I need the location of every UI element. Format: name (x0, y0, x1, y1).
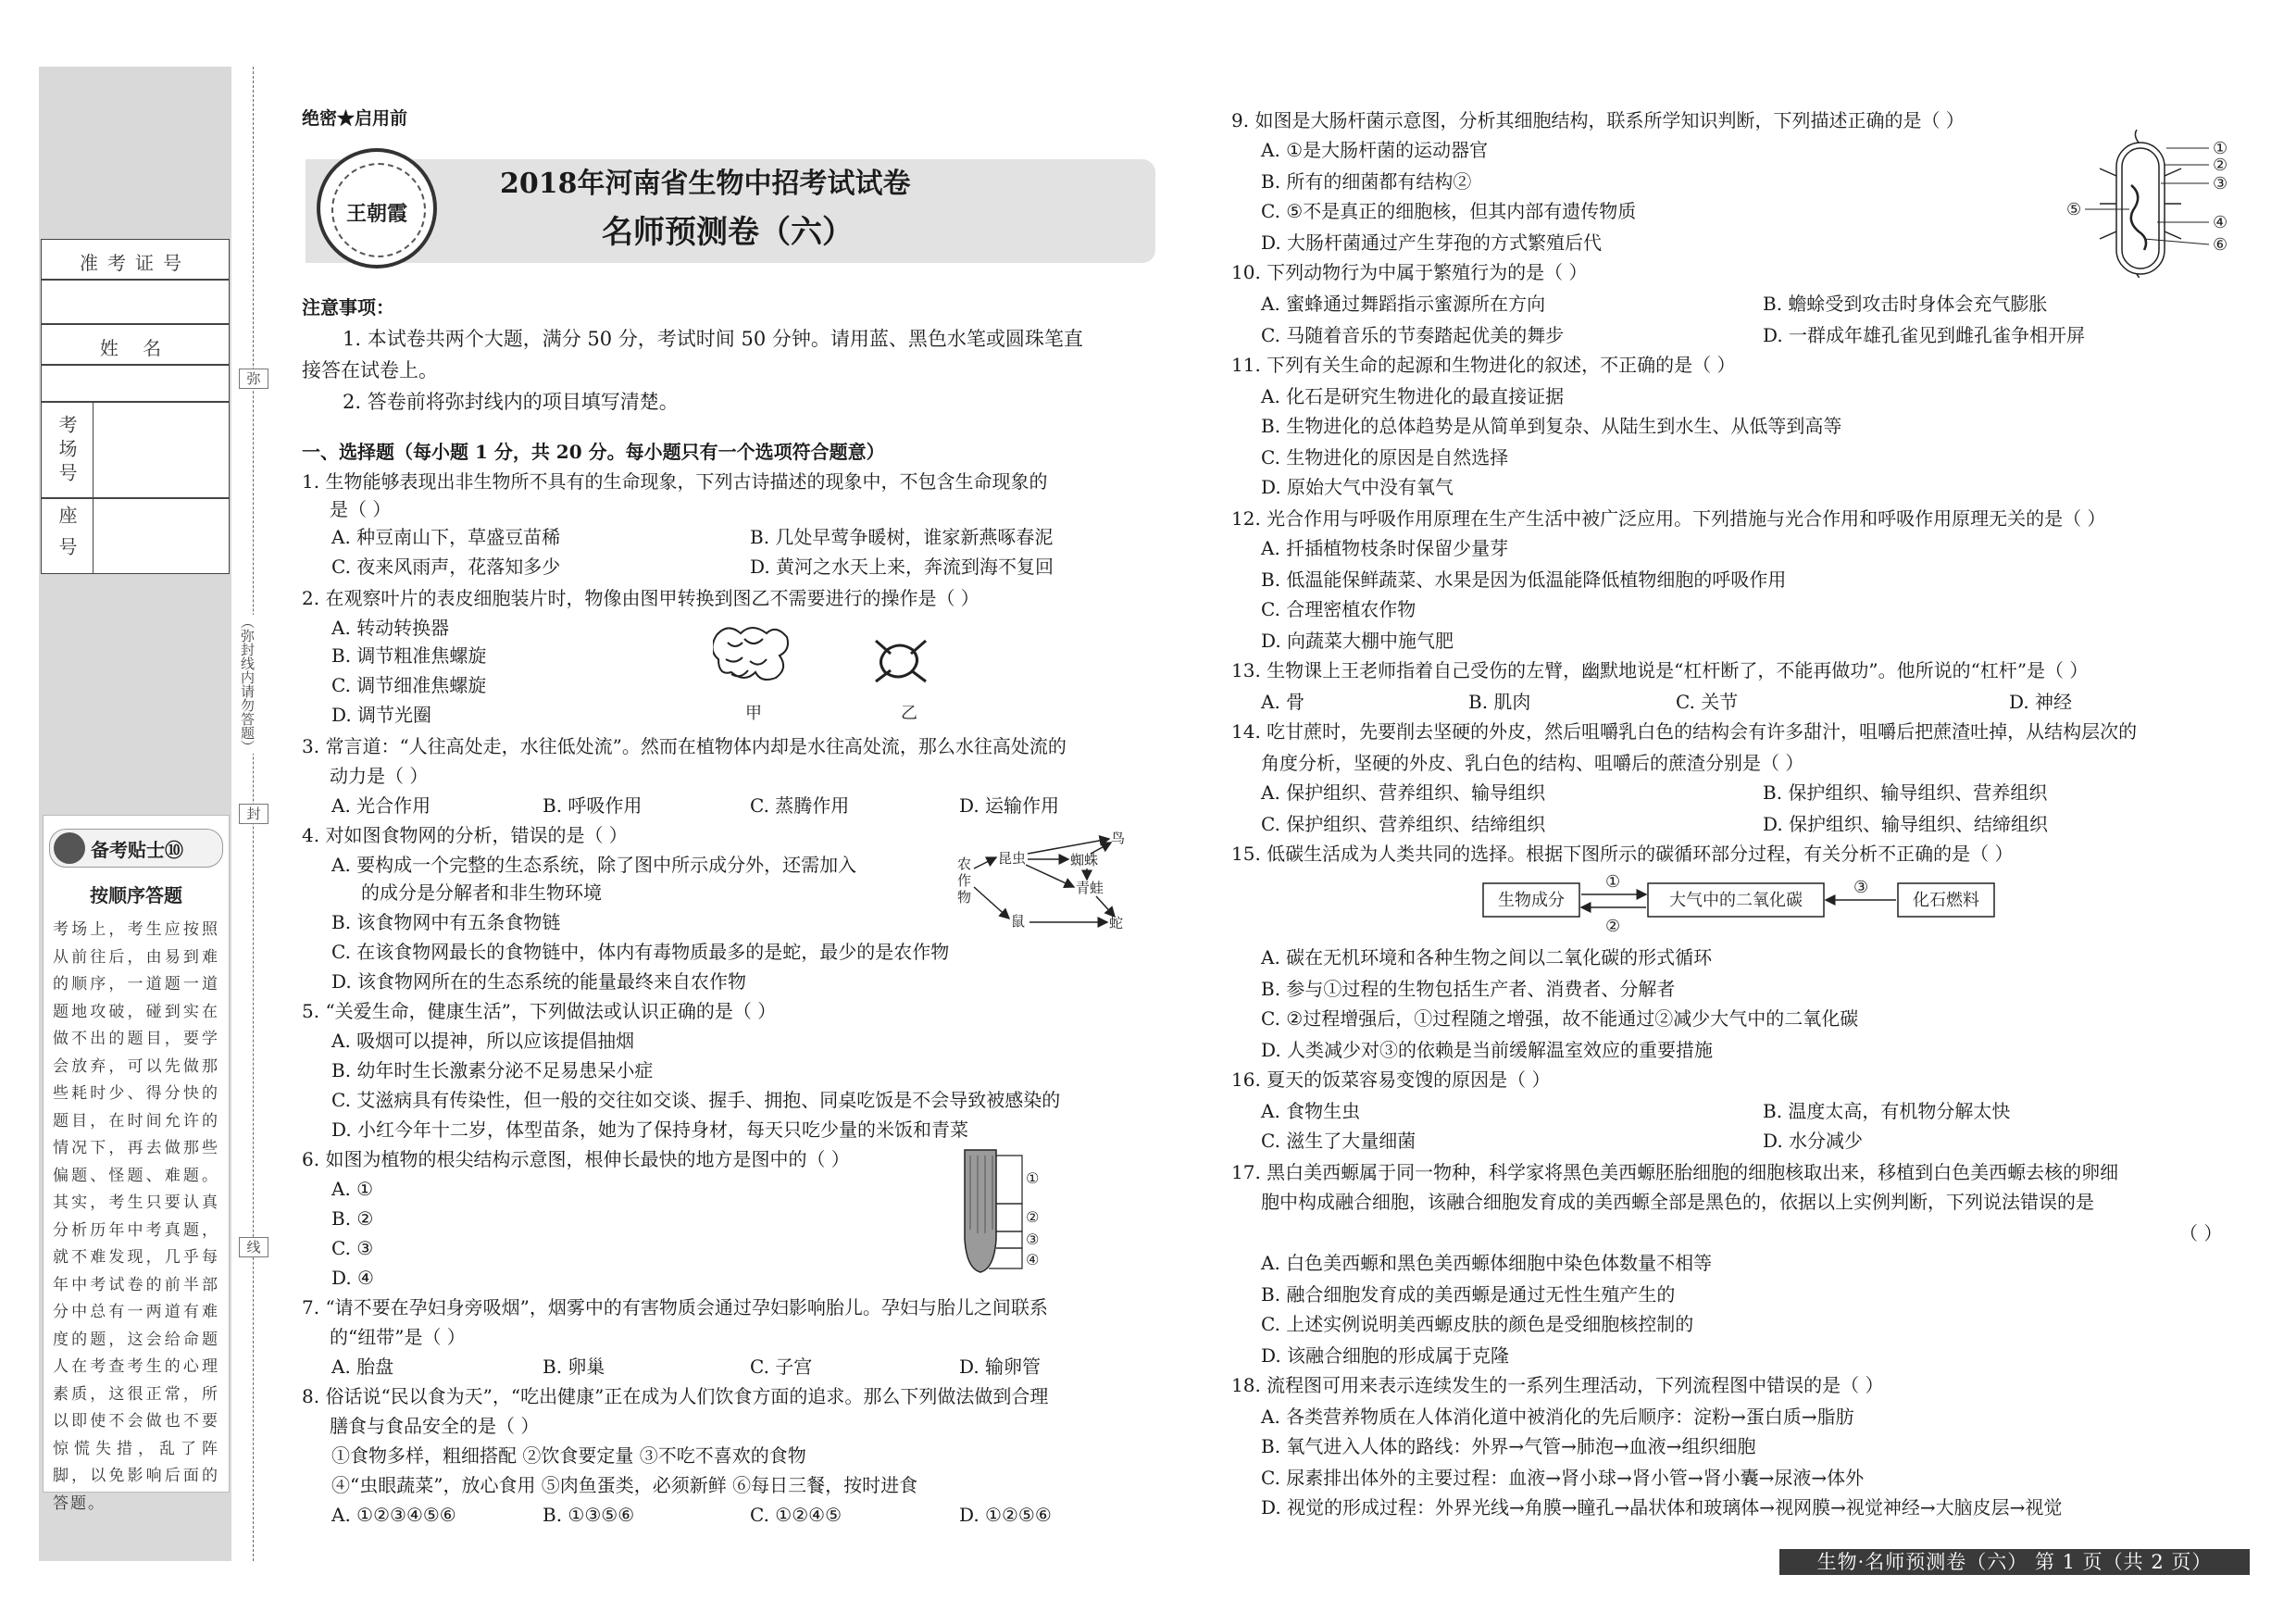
q8-option-c[interactable]: C. ①②④⑤ (750, 1504, 842, 1526)
q17-option-b[interactable]: B. 融合细胞发育成的美西螈是通过无性生殖产生的 (1261, 1283, 1676, 1306)
q17-option-a[interactable]: A. 白色美西螈和黑色美西螈体细胞中染色体数量不相等 (1261, 1252, 1713, 1274)
q12-option-a[interactable]: A. 扦插植物枝条时保留少量芽 (1261, 537, 1509, 559)
q3-stem: 3. 常言道：“人往高处走，水往低处流”。然而在植物体内却是水往高处流，那么水往高处流的 (302, 735, 1067, 757)
q11-option-d[interactable]: D. 原始大气中没有氧气 (1261, 476, 1454, 498)
flagellum-top-icon (2135, 130, 2139, 143)
root-label-3: ③ (1026, 1231, 1040, 1248)
nuclear-region-icon (2131, 185, 2146, 250)
q5-option-c[interactable]: C. 艾滋病具有传染性，但一般的交往如交谈、握手、拥抱、同桌吃饭是不会导致被感染的 (331, 1089, 1061, 1111)
q10-option-d[interactable]: D. 一群成年雄孔雀见到雌孔雀争相开屏 (1763, 324, 2086, 346)
process-label-2: ② (1605, 917, 1621, 936)
q1-stem-cont: 是（ ） (330, 498, 392, 520)
arrow-frog-snake (1096, 896, 1115, 917)
seal-xian: 线 (239, 1237, 268, 1257)
ecoli-label-6: ⑥ (2213, 235, 2228, 255)
brand-logo (317, 148, 437, 269)
q2-option-d[interactable]: D. 调节光圈 (331, 704, 432, 726)
exam-subtitle: 名师预测卷（六） (602, 214, 854, 251)
q17-option-c[interactable]: C. 上述实例说明美西螈皮肤的颜色是受细胞核控制的 (1261, 1313, 1694, 1335)
box-organisms-label: 生物成分 (1498, 891, 1565, 910)
q14-stem: 14. 吃甘蔗时，先要削去坚硬的外皮，然后咀嚼乳白色的结构会有许多甜汁，咀嚼后把蔗渣吐掉，从结构层次的 (1231, 720, 2138, 743)
q7-stem: 7. “请不要在孕妇身旁吸烟”，烟雾中的有害物质会通过孕妇影响胎儿。孕妇与胎儿之间联系 (302, 1296, 1048, 1318)
q8-option-d[interactable]: D. ①②⑤⑥ (959, 1504, 1052, 1526)
q17-stem-cont: 胞中构成融合细胞，该融合细胞发育成的美西螈全部是黑色的，依据以上实例判断，下列说法错误的是 (1261, 1191, 2094, 1213)
q14-option-a[interactable]: A. 保护组织、营养组织、输导组织 (1261, 781, 1546, 804)
q7-option-b[interactable]: B. 卵巢 (543, 1356, 605, 1378)
q9-ecoli-figure (2028, 130, 2250, 278)
tip-text: 考场上，考生应按照从前往后，由易到难的顺序，一道题一道题地攻破，碰到实在做不出的题目，要学会放弃，可以先做那些耗时少、得分快的题目，在时间允许的情况下，再去做那些偏题、怪题、难题。其实，考生只要认真分析历年中考真题，就不难发现，几乎每年中考试卷的前半部分中总有一两道有难度的题，这会给命题人在考查考生的心理素质，这很正常，所以即使不会做也不要惊慌失措，乱了阵脚，以免影响后面的答题。 (53, 920, 219, 1513)
seal-note: （弥封线内请勿答题） (233, 615, 256, 754)
q6-stem: 6. 如图为植物的根尖结构示意图，根伸长最快的地方是图中的（ ） (302, 1148, 850, 1170)
q10-option-a[interactable]: A. 蜜蜂通过舞蹈指示蜜源所在方向 (1261, 293, 1546, 315)
q1-stem: 1. 生物能够表现出非生物所不具有的生命现象，下列古诗描述的现象中，不包含生命现象的 (302, 470, 1048, 493)
q17-option-d[interactable]: D. 该融合细胞的形成属于克隆 (1261, 1344, 1510, 1367)
q4-option-b[interactable]: B. 该食物网中有五条食物链 (331, 911, 561, 933)
q15-stem: 15. 低碳生活成为人类共同的选择。根据下图所示的碳循环部分过程，有关分析不正确的是（ ） (1231, 843, 2014, 865)
q13-option-a[interactable]: A. 骨 (1261, 691, 1305, 713)
ecoli-label-4: ④ (2213, 213, 2228, 232)
exam-tip-panel (43, 815, 230, 1513)
q7-option-d[interactable]: D. 输卵管 (959, 1356, 1042, 1378)
q11-option-b[interactable]: B. 生物进化的总体趋势是从简单到复杂、从陆生到水生、从低等到高等 (1261, 415, 1842, 437)
q8-items-1: ①食物多样，粗细搭配 ②饮食要定量 ③不吃不喜欢的食物 (331, 1444, 806, 1467)
fig-label-jia: 甲 (745, 704, 762, 723)
q15-option-d[interactable]: D. 人类减少对③的依赖是当前缓解温室效应的重要措施 (1261, 1039, 1714, 1061)
q1-option-a[interactable]: A. 种豆南山下，草盛豆苗稀 (331, 526, 561, 548)
ecoli-label-3: ③ (2213, 174, 2228, 194)
name-label: 姓 名 (99, 337, 171, 359)
q11-option-c[interactable]: C. 生物进化的原因是自然选择 (1261, 446, 1509, 469)
q18-stem: 18. 流程图可用来表示连续发生的一系列生理活动，下列流程图中错误的是（ ） (1231, 1374, 1884, 1396)
web-bird: 鸟 (1111, 831, 1126, 846)
seat-field[interactable] (94, 500, 228, 572)
root-label-4: ④ (1026, 1251, 1040, 1268)
root-label-1: ① (1026, 1169, 1040, 1187)
q11-stem: 11. 下列有关生命的起源和生物进化的叙述，不正确的是（ ） (1231, 354, 1736, 376)
q3-option-a[interactable]: A. 光合作用 (331, 794, 431, 817)
room-label: 考场号 (56, 415, 78, 487)
q3-option-d[interactable]: D. 运输作用 (959, 794, 1060, 817)
q7-option-a[interactable]: A. 胎盘 (331, 1356, 394, 1378)
q16-stem: 16. 夏天的饭菜容易变馊的原因是（ ） (1231, 1068, 1551, 1091)
q14-option-d[interactable]: D. 保护组织、输导组织、结缔组织 (1763, 813, 2049, 835)
cell-wall-icon (2116, 143, 2165, 274)
arrow-crop-mouse (974, 887, 1009, 918)
q16-option-c[interactable]: C. 滋生了大量细菌 (1261, 1130, 1416, 1152)
q4-option-a-cont: 的成分是分解者和非生物环境 (361, 881, 602, 904)
q11-option-a[interactable]: A. 化石是研究生物进化的最直接证据 (1261, 385, 1565, 407)
q5-option-d[interactable]: D. 小红今年十二岁，体型苗条，她为了保持身材，每天只吃少量的米饭和青菜 (331, 1118, 969, 1141)
ecoli-label-1: ① (2213, 139, 2228, 158)
seat-label: 座号 (56, 506, 78, 569)
q6-option-d[interactable]: D. ④ (331, 1267, 374, 1289)
box-atmosphere-label: 大气中的二氧化碳 (1669, 891, 1803, 910)
q1-option-d[interactable]: D. 黄河之水天上来，奔流到海不复回 (750, 556, 1054, 578)
q12-option-d[interactable]: D. 向蔬菜大棚中施气肥 (1261, 630, 1454, 652)
root-tip-icon (965, 1150, 996, 1272)
room-field[interactable] (94, 404, 228, 496)
q15-option-b[interactable]: B. 参与①过程的生物包括生产者、消费者、分解者 (1261, 978, 1676, 1000)
q15-option-a[interactable]: A. 碳在无机环境和各种生物之间以二氧化碳的形式循环 (1261, 946, 1713, 968)
q8-option-a[interactable]: A. ①②③④⑤⑥ (331, 1504, 456, 1526)
seat-divider (93, 498, 94, 574)
q15-option-c[interactable]: C. ②过程增强后，①过程随之增强，故不能通过②减少大气中的二氧化碳 (1261, 1007, 1859, 1030)
arrow-insect-frog (1026, 865, 1074, 887)
exam-id-label: 准考证号 (80, 252, 191, 274)
q8-stem-cont: 膳食与食品安全的是（ ） (330, 1415, 540, 1437)
notice-item-1: 1. 本试卷共两个大题，满分 50 分，考试时间 50 分钟。请用蓝、黑色水笔或圆珠笔直 (343, 328, 1083, 350)
q18-option-a[interactable]: A. 各类营养物质在人体消化道中被消化的先后顺序：淀粉→蛋白质→脂肪 (1261, 1406, 1854, 1428)
q8-items-2: ④“虫眼蔬菜”，放心食用 ⑤肉鱼蛋类，必须新鲜 ⑥每日三餐，按时进食 (331, 1474, 918, 1496)
ecoli-label-2: ② (2213, 156, 2228, 175)
tip-badge: 备考贴士⑩ (49, 829, 223, 868)
q5-stem: 5. “关爱生命，健康生活”，下列做法或认识正确的是（ ） (302, 1000, 777, 1022)
tip-title: 按顺序答题 (90, 884, 182, 906)
q2-option-c[interactable]: C. 调节细准焦螺旋 (331, 674, 487, 696)
exam-id-field[interactable] (41, 280, 230, 324)
q9-option-c[interactable]: C. ⑤不是真正的细胞核，但其内部有遗传物质 (1261, 200, 1637, 222)
q6-option-a[interactable]: A. ① (331, 1178, 374, 1200)
section-1-heading: 一、选择题（每小题 1 分，共 20 分。每小题只有一个选项符合题意） (302, 441, 885, 463)
q12-option-b[interactable]: B. 低温能保鲜蔬菜、水果是因为低温能降低植物细胞的呼吸作用 (1261, 569, 1787, 591)
q6-root-tip-figure (957, 1146, 1059, 1276)
q14-stem-cont: 角度分析，坚硬的外皮、乳白色的结构、咀嚼后的蔗渣分别是（ ） (1261, 752, 1804, 774)
web-insect: 昆虫 (998, 850, 1027, 867)
fig-label-yi: 乙 (901, 704, 917, 723)
web-spider: 蜘蛛 (1070, 852, 1099, 868)
q18-option-d[interactable]: D. 视觉的形成过程：外界光线→角膜→瞳孔→晶状体和玻璃体→视网膜→视觉神经→大脑皮层→视觉 (1261, 1496, 2063, 1518)
q4-option-a[interactable]: A. 要构成一个完整的生态系统，除了图中所示成分外，还需加入 (331, 854, 857, 876)
q10-stem: 10. 下列动物行为中属于繁殖行为的是（ ） (1231, 261, 1588, 283)
logo-text: 王朝霞 (345, 202, 407, 226)
q8-stem: 8. 俗话说“民以食为天”，“吃出健康”正在成为人们饮食方面的追求。那么下列做法做到合理 (302, 1385, 1049, 1407)
name-field[interactable] (41, 365, 230, 402)
page-footer: 生物·名师预测卷（六） 第 1 页（共 2 页） (1779, 1549, 2250, 1575)
q18-option-c[interactable]: C. 尿素排出体外的主要过程：血液→肾小球→肾小管→肾小囊→尿液→体外 (1261, 1467, 1865, 1489)
q4-option-d[interactable]: D. 该食物网所在的生态系统的能量最终来自农作物 (331, 970, 747, 993)
q2-microscope-figure (713, 622, 954, 724)
q5-option-b[interactable]: B. 幼年时生长激素分泌不足易患呆小症 (331, 1059, 654, 1081)
q5-option-a[interactable]: A. 吸烟可以提神，所以应该提倡抽烟 (331, 1030, 635, 1052)
exam-title: 2018年河南省生物中招考试试卷 (500, 168, 911, 200)
seal-feng: 封 (239, 804, 268, 824)
pili-icon (2100, 169, 2181, 239)
q9-option-b[interactable]: B. 所有的细菌都有结构② (1261, 170, 1472, 193)
q6-option-c[interactable]: C. ③ (331, 1237, 374, 1259)
q13-stem: 13. 生物课上王老师指着自己受伤的左臂，幽默地说是“杠杆断了，不能再做功”。他所说的“杠杆”是（ ） (1231, 659, 2089, 681)
notice-item-2: 2. 答卷前将弥封线内的项目填写清楚。 (343, 391, 679, 413)
room-divider (93, 402, 94, 498)
q10-option-c[interactable]: C. 马随着音乐的节奏踏起优美的舞步 (1261, 324, 1565, 346)
web-crop-3: 物 (957, 889, 972, 906)
q17-stem-paren: （ ） (2179, 1222, 2223, 1244)
web-mouse: 鼠 (1011, 913, 1026, 930)
web-frog: 青蛙 (1076, 880, 1104, 896)
notice-heading: 注意事项： (302, 296, 394, 319)
q7-stem-cont: 的“纽带”是（ ） (330, 1326, 466, 1348)
q2-option-b[interactable]: B. 调节粗准焦螺旋 (331, 644, 487, 667)
q14-option-b[interactable]: B. 保护组织、输导组织、营养组织 (1763, 781, 2048, 804)
q16-option-b[interactable]: B. 温度太高，有机物分解太快 (1763, 1100, 2011, 1122)
q3-stem-cont: 动力是（ ） (330, 765, 429, 787)
leaf-cells-many-icon (713, 628, 788, 680)
q9-option-a[interactable]: A. ①是大肠杆菌的运动器官 (1261, 139, 1489, 161)
box-fossil-label: 化石燃料 (1913, 891, 1979, 910)
q4-stem: 4. 对如图食物网的分析，错误的是（ ） (302, 824, 628, 846)
q15-carbon-cycle-figure (1481, 870, 2000, 941)
arrow-spider-bird (1091, 843, 1111, 854)
process-label-3: ③ (1853, 878, 1869, 897)
q2-stem: 2. 在观察叶片的表皮细胞装片时，物像由图甲转换到图乙不需要进行的操作是（ ） (302, 587, 980, 609)
web-snake: 蛇 (1109, 915, 1124, 931)
root-label-2: ② (1026, 1208, 1040, 1226)
mascot-icon (54, 832, 85, 864)
q8-option-b[interactable]: B. ①③⑤⑥ (543, 1504, 635, 1526)
q16-option-a[interactable]: A. 食物生虫 (1261, 1100, 1361, 1122)
web-crop-1: 农 (957, 856, 972, 872)
cell-membrane-icon (2122, 148, 2159, 269)
q4-food-web-figure (952, 831, 1137, 933)
arrow-crop-insect (974, 857, 996, 868)
seal-mi: 弥 (239, 369, 268, 389)
q18-option-b[interactable]: B. 氧气进入人体的路线：外界→气管→肺泡→血液→组织细胞 (1261, 1435, 1756, 1457)
q12-stem: 12. 光合作用与呼吸作用原理在生产生活中被广泛应用。下列措施与光合作用和呼吸作用原理无关的是（ ） (1231, 507, 2106, 530)
q17-stem: 17. 黑白美西螈属于同一物种，科学家将黑色美西螈胚胎细胞的细胞核取出来，移植到白色美西螈去核的卵细 (1231, 1161, 2119, 1183)
q10-option-b[interactable]: B. 蟾蜍受到攻击时身体会充气膨胀 (1763, 293, 2048, 315)
q1-option-c[interactable]: C. 夜来风雨声，花落知多少 (331, 556, 561, 578)
secret-label: 绝密★启用前 (302, 108, 408, 129)
q13-option-b[interactable]: B. 肌肉 (1468, 691, 1531, 713)
q12-option-c[interactable]: C. 合理密植农作物 (1261, 598, 1416, 620)
q1-option-b[interactable]: B. 几处早莺争暖树，谁家新燕啄春泥 (750, 526, 1054, 548)
q13-option-d[interactable]: D. 神经 (2009, 691, 2073, 713)
q3-option-c[interactable]: C. 蒸腾作用 (750, 794, 850, 817)
q13-option-c[interactable]: C. 关节 (1676, 691, 1739, 713)
process-label-1: ① (1605, 872, 1621, 892)
web-crop-2: 作 (957, 872, 972, 889)
q6-option-b[interactable]: B. ② (331, 1207, 374, 1230)
q9-option-d[interactable]: D. 大肠杆菌通过产生芽孢的方式繁殖后代 (1261, 231, 1603, 254)
leaf-cell-enlarged-icon (876, 641, 926, 681)
ecoli-label-5: ⑤ (2066, 200, 2082, 219)
q14-option-c[interactable]: C. 保护组织、营养组织、结缔组织 (1261, 813, 1546, 835)
q4-option-c[interactable]: C. 在该食物网最长的食物链中，体内有毒物质最多的是蛇，最少的是农作物 (331, 941, 950, 963)
q7-option-c[interactable]: C. 子宫 (750, 1356, 813, 1378)
q2-option-a[interactable]: A. 转动转换器 (331, 617, 450, 639)
q3-option-b[interactable]: B. 呼吸作用 (543, 794, 643, 817)
q16-option-d[interactable]: D. 水分减少 (1763, 1130, 1864, 1152)
q9-stem: 9. 如图是大肠杆菌示意图，分析其细胞结构，联系所学知识判断，下列描述正确的是（ ） (1231, 109, 1965, 131)
notice-item-1-cont: 接答在试卷上。 (302, 359, 438, 381)
